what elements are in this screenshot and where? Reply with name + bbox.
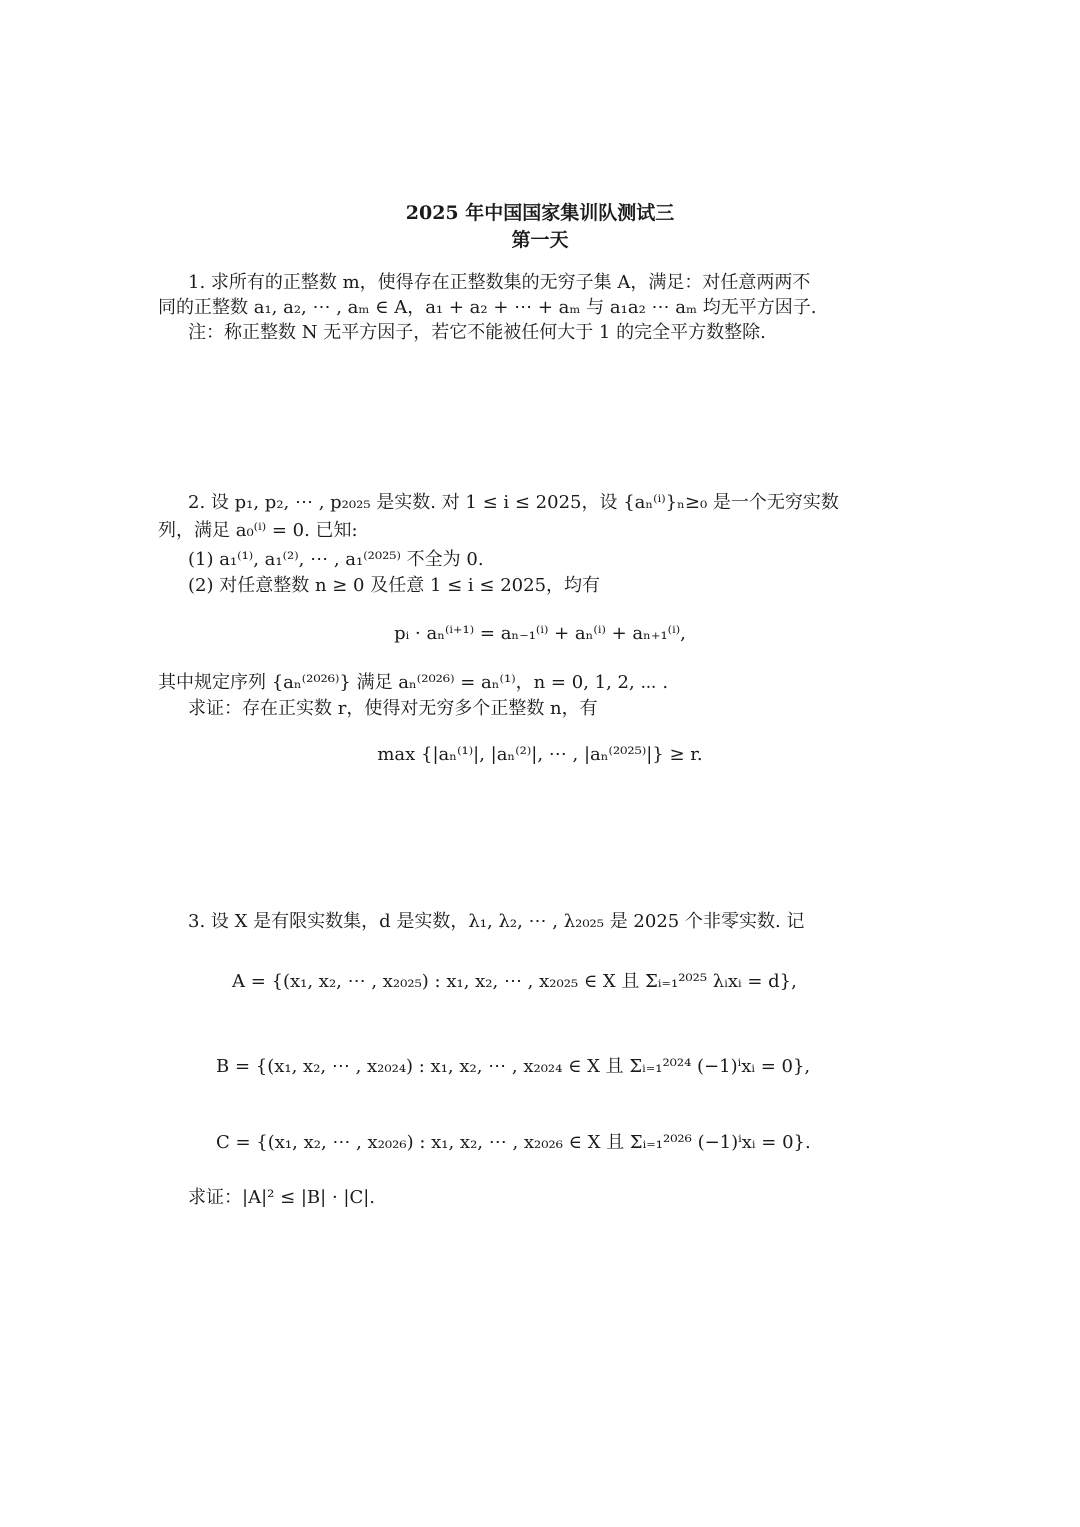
problem3-prove: 求证：|A|² ≤ |B| · |C|. [188,1187,376,1208]
problem2-condition2: (2) 对任意整数 n ≥ 0 及任意 1 ≤ i ≤ 2025，均有 [188,575,601,596]
problem2-line3: 其中规定序列 {aₙ⁽²⁰²⁶⁾} 满足 aₙ⁽²⁰²⁶⁾ = aₙ⁽¹⁾，n = 0, 1, 2, ⋯ . [158,672,669,693]
problem2-recurrence-equation: pᵢ · aₙ⁽ⁱ⁺¹⁾ = aₙ₋₁⁽ⁱ⁾ + aₙ⁽ⁱ⁾ + aₙ₊₁⁽ⁱ⁾, [394,623,686,644]
problem2-max-inequality: max {|aₙ⁽¹⁾|, |aₙ⁽²⁾|, ⋯ , |aₙ⁽²⁰²⁵⁾|} ≥ r. [377,744,703,765]
problem2-line1: 2. 设 p₁, p₂, ⋯ , p₂₀₂₅ 是实数. 对 1 ≤ i ≤ 2025，设 {aₙ⁽ⁱ⁾}ₙ≥₀ 是一个无穷实数 [188,492,839,513]
problem2-line2: 列，满足 a₀⁽ⁱ⁾ = 0. 已知: [158,520,358,541]
problem1-line2: 同的正整数 a₁, a₂, ⋯ , aₘ ∈ A，a₁ + a₂ + ⋯ + aₘ 与 a₁a₂ ⋯ aₘ 均无平方因子. [158,297,817,318]
problem2-prove: 求证：存在正实数 r，使得对无穷多个正整数 n，有 [188,698,598,719]
problem2-condition1: (1) a₁⁽¹⁾, a₁⁽²⁾, ⋯ , a₁⁽²⁰²⁵⁾ 不全为 0. [188,549,484,570]
problem1-line1: 1. 求所有的正整数 m，使得存在正整数集的无穷子集 A，满足：对任意两两不 [188,272,811,293]
page-title: 2025 年中国国家集训队测试三 [405,202,675,224]
problem1-note: 注：称正整数 N 无平方因子，若它不能被任何大于 1 的完全平方数整除. [188,322,766,343]
problem3-set-b: B = {(x₁, x₂, ⋯ , x₂₀₂₄) : x₁, x₂, ⋯ , x₂₀₂₄ ∈ X 且 Σᵢ₌₁²⁰²⁴ (−1)ⁱxᵢ = 0}, [216,1056,811,1077]
problem3-line1: 3. 设 X 是有限实数集，d 是实数，λ₁, λ₂, ⋯ , λ₂₀₂₅ 是 2025 个非零实数. 记 [188,911,805,932]
page-subtitle: 第一天 [511,229,569,251]
problem3-set-a: A = {(x₁, x₂, ⋯ , x₂₀₂₅) : x₁, x₂, ⋯ , x₂₀₂₅ ∈ X 且 Σᵢ₌₁²⁰²⁵ λᵢxᵢ = d}, [232,971,797,992]
problem3-set-c: C = {(x₁, x₂, ⋯ , x₂₀₂₆) : x₁, x₂, ⋯ , x₂₀₂₆ ∈ X 且 Σᵢ₌₁²⁰²⁶ (−1)ⁱxᵢ = 0}. [216,1132,811,1153]
